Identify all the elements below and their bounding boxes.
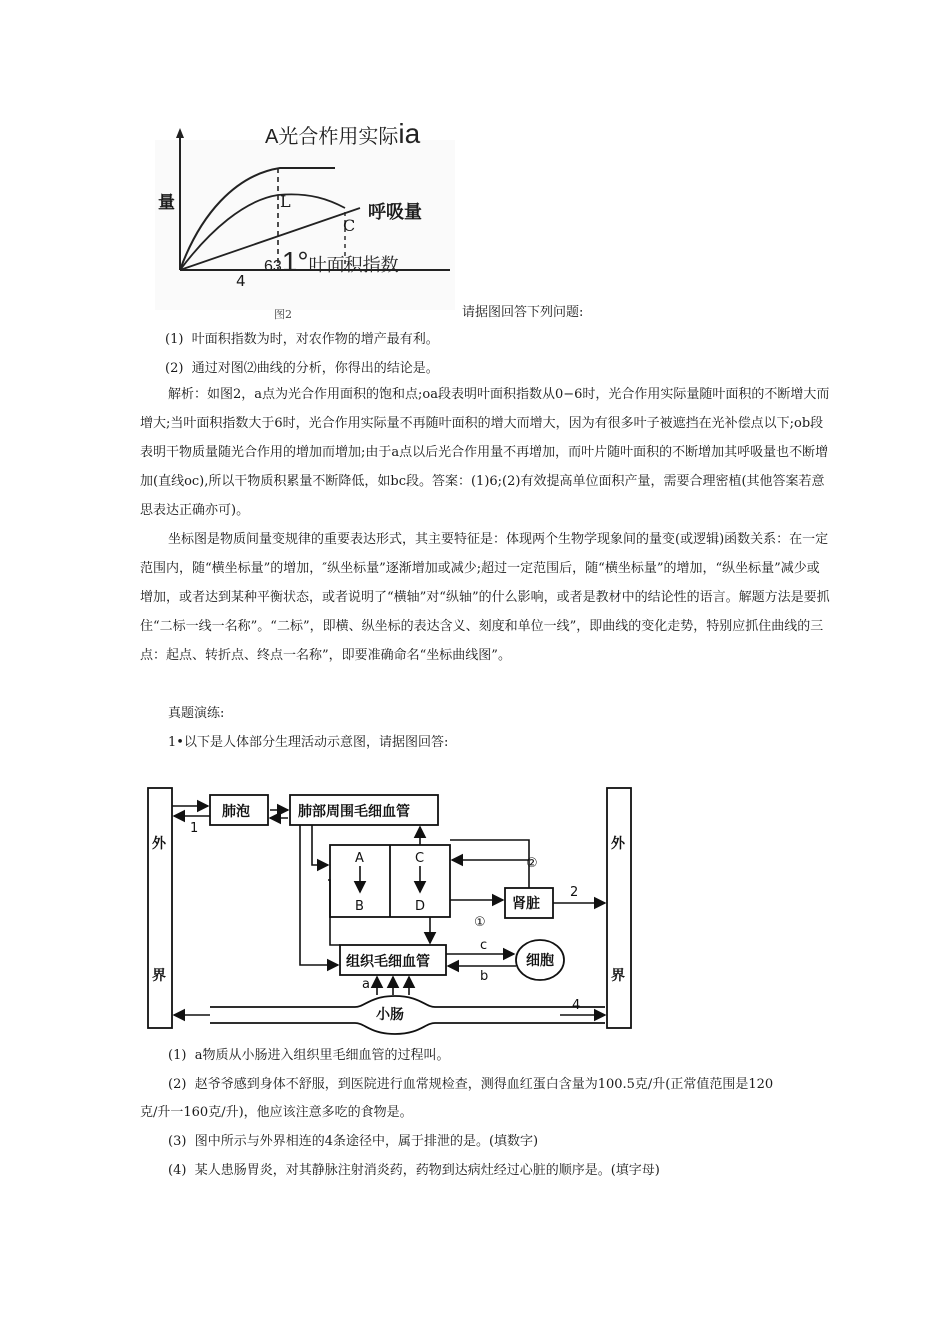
x-axis-label: 叶面积指数 [308,255,399,275]
intestine-label: 小肠 [376,1007,404,1023]
axis-num-6: 6 [264,258,273,275]
curve-label-L: L [280,192,291,211]
alveoli-label: 肺泡 [222,804,250,820]
axis-num-1: 1° [281,246,309,277]
chamber-B: B [355,899,364,914]
analysis-paragraph: 解析：如图2，a点为光合作用面积的饱和点;oa段表明叶面积指数从0−6时，光合作用实际量随叶面积的不断增大而增大;当叶面积指数大于6时，光合作用实际量不再随叶面积的增大而增大，因为有很多叶子被遮挡在光补偿点以下;ob段表明干物质量随光合作用的增加而增加;由于a点以后光合作用量不再增加，而叶片随叶面积的不断增加其呼吸量也不断增加(直线oc),所以干物质积累量不断降低，如bc段。答案：(1)6;(2)有效提高单位面积产量，需要合理密植(其他答案若意思表达正确亦可)。 [140,387,830,518]
tissue-capillary-label: 组织毛细血管 [346,954,430,970]
label-a: a [362,977,370,992]
label-b: b [480,969,489,984]
route-label-4: 4 [572,998,581,1013]
physiology-diagram [140,780,640,1035]
intestine-top [210,996,605,1007]
sub-question-2 [168,1073,773,1092]
practice-heading: 真题演练: [168,706,225,721]
sub-question-4 [168,1159,660,1178]
question-1-num: (1) [165,332,184,347]
x-axis-overlay [264,246,399,278]
physiology-svg [140,780,640,1035]
sub-question-2-num: (2) [168,1077,187,1092]
graph-title-text: A光合柞用实际 [265,126,399,148]
analysis-block [140,380,830,525]
sub-question-1-num: (1) [168,1048,187,1063]
sub-question-3-num: (3) [168,1134,187,1149]
route-label-2: 2 [570,885,579,900]
lung-capillary-label: 肺部周围毛细血管 [298,804,410,820]
figure2-svg [150,120,470,320]
practice-question-1: 1•以下是人体部分生理活动示意图，请据图回答: [168,735,449,750]
y-axis-arrow [176,128,184,138]
sub-question-2-cont: 克/升一160克/升)，他应该注意多吃的食物是。 [140,1105,413,1120]
chamber-D: D [415,899,426,914]
curve-label-C: C [343,216,356,235]
world-label-right: 界 [611,968,625,984]
sub-question-3-text: 图中所示与外界相连的4条途径中，属于排泄的是。(填数字) [194,1134,539,1149]
question-2-text: 通过对图⑵曲线的分析，你得出的结论是。 [191,361,439,376]
right-outside-box [607,788,631,1028]
graph-title [265,118,420,150]
figure-caption: 图2 [274,308,292,321]
sub-question-4-text: 某人患肠胃炎，对其静脉注射消炎药，药物到达病灶经过心脏的顺序是。(填字母) [194,1163,660,1178]
question-1-text: 叶面积指数为时，对农作物的增产最有利。 [191,332,439,347]
summary-block [140,525,830,670]
y-label: 量 [158,193,175,213]
respiration-label: 呼吸量 [368,202,422,223]
question-1 [165,328,439,347]
question-2 [165,357,439,376]
tick-label-4: 4 [236,272,246,290]
circle-label-1: ① [474,915,486,930]
sub-question-2-text: 赵爷爷感到身体不舒服，到医院进行血常规检查，测得血红蛋白含量为100.5克/升(正常值范围是120 [194,1077,774,1092]
question-intro: 请据图回答下列问题: [462,305,584,320]
figure2-graph [150,120,470,320]
sub-question-4-num: (4) [168,1163,187,1178]
outside-label-left: 外 [152,836,166,852]
route-label-1: 1 [190,821,199,836]
outside-label-right: 外 [611,836,625,852]
label-c: c [480,938,488,953]
chamber-A: A [355,851,364,866]
sub-question-1 [168,1044,449,1063]
world-label-left: 界 [152,968,166,984]
summary-paragraph: 坐标图是物质间量变规律的重要表达形式，其主要特征是：体现两个生物学现象间的量变(或逻辑)函数关系：在一定范围内，随“横坐标量”的增加，″纵坐标量”逐渐增加或减少;超过一定范围后，随“横坐标量”的增加，“纵坐标量”减少或增加，或者达到某种平衡状态，或者说明了“横轴”对“纵轴”的什么影响，或者是教材中的结论性的语言。解题方法是要抓住“二标一线一名称”。“二标”，即横、纵坐标的表达含义、刻度和单位一线”，即曲线的变化走势，特别应抓住曲线的三点：起点、转折点、终点一名称”，即要准确命名“坐标曲线图”。 [140,532,830,663]
sub-question-3 [168,1130,538,1149]
intestine-bottom [210,1023,605,1034]
kidney-label: 肾脏 [512,896,540,912]
chamber-C: C [415,851,425,866]
question-2-num: (2) [165,361,184,376]
graph-title-suffix: ia [398,118,421,149]
left-outside-box [148,788,172,1028]
axis-num-3: 3 [272,258,282,275]
circle-label-2: ② [526,856,538,871]
cell-label: 细胞 [526,953,554,969]
sub-question-1-text: a物质从小肠进入组织里毛细血管的过程叫。 [194,1048,450,1063]
